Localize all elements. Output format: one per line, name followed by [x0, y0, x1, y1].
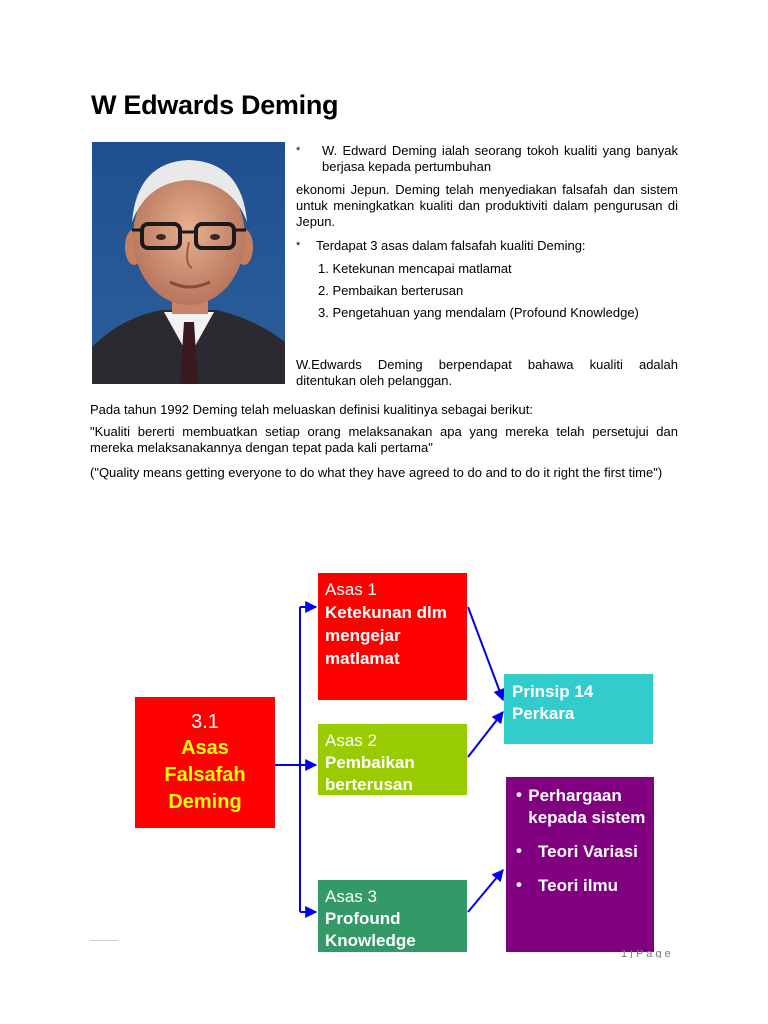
asas-list-item-1: 1. Ketekunan mencapai matlamat [318, 261, 512, 276]
knowledge-bullet: • [516, 785, 522, 804]
bullet-2-text: Terdapat 3 asas dalam falsafah kualiti Deming: [316, 238, 586, 253]
arrow-asas2-to-prinsip [468, 712, 503, 757]
asas-1-box [318, 573, 467, 700]
knowledge-item-2-text: Teori Variasi [538, 842, 638, 861]
knowledge-box [506, 777, 654, 952]
prinsip-text: Prinsip 14 Perkara [512, 682, 594, 723]
main-asas-box [135, 697, 275, 828]
main-box-line3: Falsafah [164, 764, 246, 786]
asas-3-title: Asas 3 [325, 887, 377, 906]
customer-paragraph: W.Edwards Deming berpendapat bahawa kualiti adalah ditentukan oleh pelanggan. [296, 357, 678, 388]
knowledge-item-3 [516, 875, 648, 897]
arrow-asas1-to-prinsip [468, 607, 503, 700]
asas-1-title: Asas 1 [325, 580, 377, 599]
bullet-1-text: W. Edward Deming ialah seorang tokoh kualiti yang banyak berjasa kepada pertumbuhan [322, 143, 678, 174]
asas-list-item-2: 2. Pembaikan berterusan [318, 283, 464, 298]
asas-2-title: Asas 2 [325, 731, 377, 750]
main-box-line2: Asas [181, 737, 229, 759]
arrow-asas3-to-knowledge [468, 870, 503, 912]
knowledge-bullet: • [516, 875, 522, 894]
bullet-symbol: * [296, 145, 301, 157]
quote-malay: "Kualiti bererti membuatkan setiap orang melaksanakan apa yang mereka telah persetujui dan mereka melaksanakannya dengan tepat pada kali pertama" [90, 424, 678, 455]
asas-1-text: Ketekunan dlm mengejar matlamat [325, 603, 447, 668]
asas-3-text: Profound Knowledge [325, 909, 416, 950]
knowledge-item-3-text: Teori ilmu [538, 876, 618, 895]
knowledge-item-1 [516, 785, 648, 829]
page-title: W Edwards Deming [91, 90, 339, 120]
knowledge-item-1-text: Perhargaan kepada sistem [528, 786, 646, 827]
asas-2-text: Pembaikan berterusan [325, 753, 415, 794]
knowledge-item-2 [516, 841, 648, 863]
bullet-1-continued: ekonomi Jepun. Deming telah menyediakan falsafah dan sistem untuk meningkatkan kualiti dan produktiviti dalam pengurusan di Jepun. [296, 182, 678, 229]
main-box-number: 3.1 [191, 711, 219, 733]
bullet-symbol: * [296, 240, 301, 252]
asas-2-box [318, 724, 467, 795]
main-box-line4: Deming [168, 791, 242, 813]
definition-intro: Pada tahun 1992 Deming telah meluaskan definisi kualitinya sebagai berikut: [90, 402, 534, 417]
asas-3-box [318, 880, 467, 952]
page-number-fragment: 1 | P a g e [621, 950, 671, 958]
prinsip-box [504, 674, 653, 744]
footer-rule [90, 940, 118, 941]
quote-english: ("Quality means getting everyone to do what they have agreed to do and to do it right the first time") [90, 465, 663, 480]
asas-list-item-3: 3. Pengetahuan yang mendalam (Profound Knowledge) [318, 305, 639, 320]
knowledge-bullet: • [516, 841, 522, 860]
